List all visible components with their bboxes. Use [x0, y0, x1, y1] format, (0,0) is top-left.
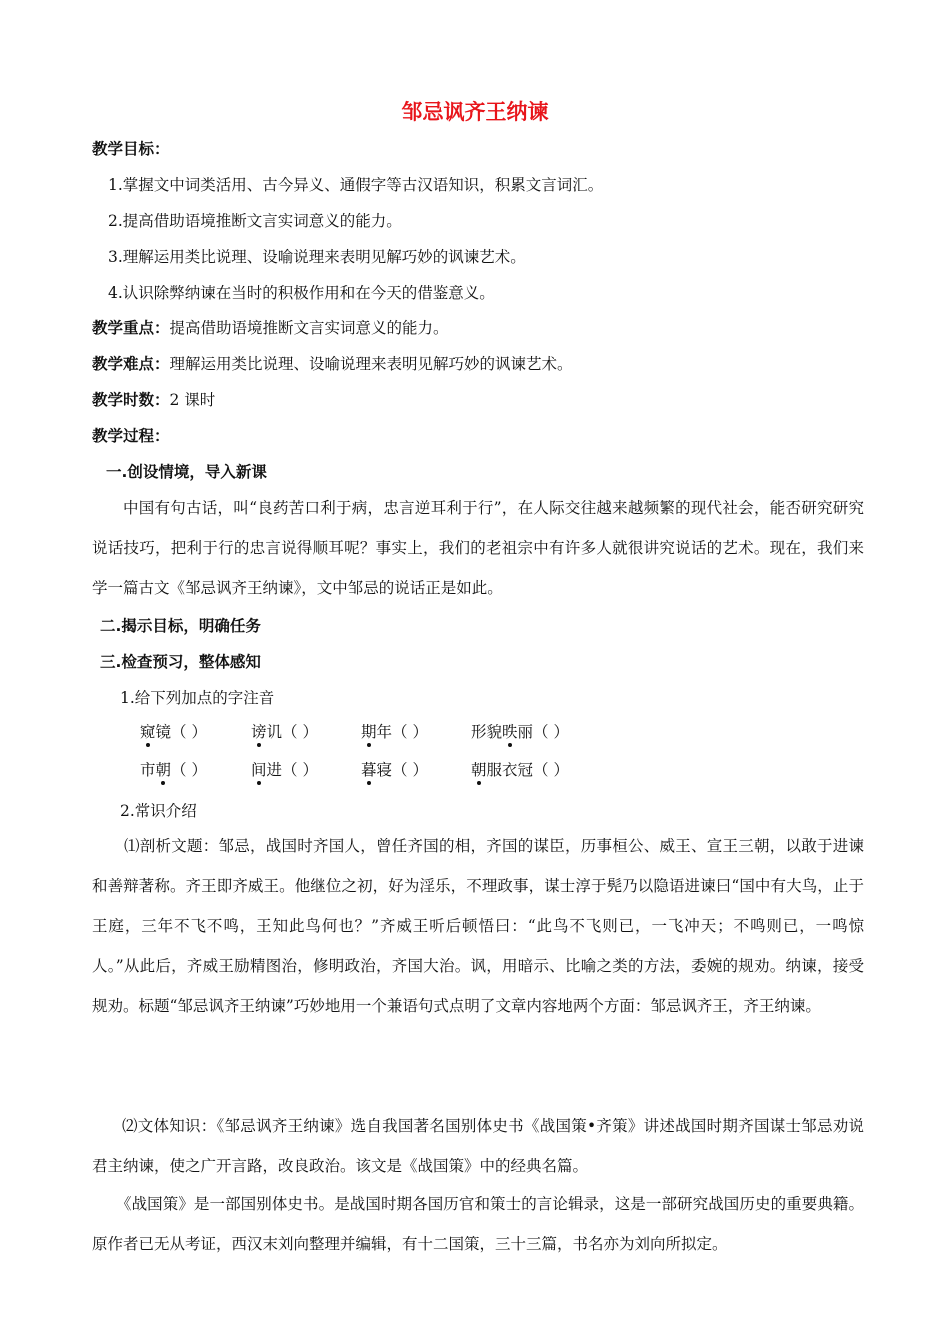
difficulty-label: 教学难点：	[92, 355, 170, 373]
hours-text: 2 课时	[169, 391, 216, 409]
emphasis-dot-char: 暮	[361, 761, 377, 779]
emphasis-dot-char: 朝	[471, 761, 487, 779]
pinyin-item: 市朝（ ）	[140, 761, 207, 779]
pinyin-item: 暮寝（ ）	[361, 761, 428, 779]
emphasis-dot-char: 窥	[140, 723, 156, 741]
section2-heading: 二.揭示目标，明确任务	[100, 617, 261, 635]
task2-label: 2.常识介绍	[120, 802, 197, 820]
difficulty-text: 理解运用类比说理、设喻说理来表明见解巧妙的讽谏艺术。	[169, 355, 573, 373]
pinyin-item: 期年（ ）	[361, 723, 428, 741]
section3-heading: 三.检查预习，整体感知	[100, 653, 261, 671]
difficulty-line	[92, 354, 862, 374]
task2-paragraph-1: ⑴剖析文题：邹忌，战国时齐国人，曾任齐国的相，齐国的谋臣，历事桓公、威王、宣王三朝，以敢于进谏和善辩著称。齐王即齐威王。他继位之初，好为淫乐，不理政事，谋士淳于髡乃以隐语进谏曰“国中有大鸟，止于王庭，三年不飞不鸣，王知此鸟何也？”齐威王听后顿悟曰：“此鸟不飞则已，一飞冲天；不鸣则已，一鸣惊人。”从此后，齐威王励精图治，修明政治，齐国大治。讽，用暗示、比喻之类的方法，委婉的规劝。纳谏，接受规劝。标题“邹忌讽齐王纳谏”巧妙地用一个兼语句式点明了文章内容地两个方面：邹忌讽齐王，齐王纳谏。	[92, 837, 864, 1015]
key-point-label: 教学重点：	[92, 319, 170, 337]
objective-item: 1.掌握文中词类活用、古今异义、通假字等古汉语知识，积累文言词汇。	[108, 176, 604, 194]
task1-label: 1.给下列加点的字注音	[120, 689, 275, 707]
objective-item: 3.理解运用类比说理、设喻说理来表明见解巧妙的讽谏艺术。	[108, 248, 526, 266]
objective-item: 2.提高借助语境推断文言实词意义的能力。	[108, 212, 402, 230]
emphasis-dot-char: 朝	[155, 761, 172, 779]
section1-body: 中国有句古话，叫“良药苦口利于病，忠言逆耳利于行”，在人际交往越来越频繁的现代社会，能否研究研究说话技巧，把利于行的忠言说得顺耳呢？事实上，我们的老祖宗中有许多人就很讲究说话的艺术。现在，我们来学一篇古文《邹忌讽齐王纳谏》，文中邹忌的说话正是如此。	[92, 499, 864, 597]
process-heading: 教学过程：	[92, 427, 170, 445]
pinyin-item: 谤讥（ ）	[251, 723, 318, 741]
pinyin-item: 朝服衣冠（ ）	[471, 761, 569, 779]
hours-line	[92, 390, 862, 410]
pinyin-item: 间进（ ）	[251, 761, 318, 779]
task2-paragraph-2: ⑵文体知识：《邹忌讽齐王纳谏》选自我国著名国别体史书《战国策•齐策》讲述战国时期齐国谋士邹忌劝说君主纳谏，使之广开言路，改良政治。该文是《战国策》中的经典名篇。	[92, 1117, 864, 1175]
hours-label: 教学时数：	[92, 391, 170, 409]
pinyin-item: 窥镜（ ）	[140, 723, 207, 741]
document-title: 邹忌讽齐王纳谏	[401, 100, 549, 124]
emphasis-dot-char: 昳	[502, 723, 518, 741]
key-point-text: 提高借助语境推断文言实词意义的能力。	[169, 319, 449, 337]
pinyin-item: 形貌昳丽（ ）	[471, 723, 569, 741]
task2-paragraph-3: 《战国策》是一部国别体史书。是战国时期各国历官和策士的言论辑录，这是一部研究战国历史的重要典籍。原作者已无从考证，西汉末刘向整理并编辑，有十二国策，三十三篇，书名亦为刘向所拟定。	[92, 1195, 864, 1253]
objective-item: 4.认识除弊纳谏在当时的积极作用和在今天的借鉴意义。	[108, 284, 495, 302]
objectives-heading: 教学目标：	[92, 140, 170, 158]
key-point-line	[92, 318, 862, 338]
section1-heading: 一.创设情境，导入新课	[106, 463, 267, 481]
emphasis-dot-char: 谤	[251, 723, 267, 741]
emphasis-dot-char: 间	[251, 761, 267, 779]
emphasis-dot-char: 期	[361, 723, 377, 741]
